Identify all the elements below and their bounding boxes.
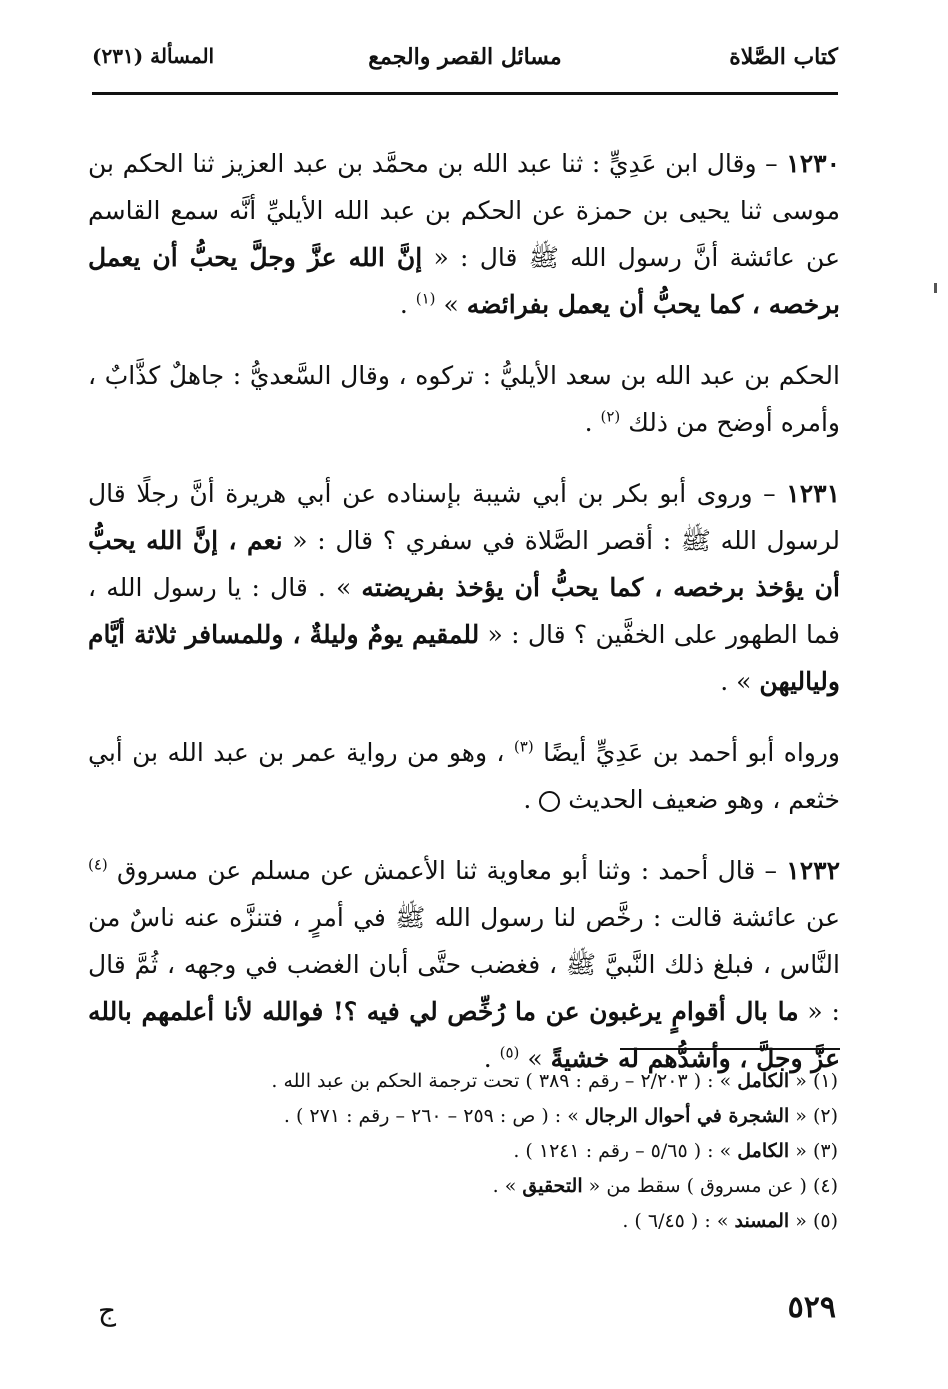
footnote-ref-2[interactable]: (٥) (499, 1043, 520, 1062)
para-end: » . (720, 667, 760, 696)
quote-close: » (435, 290, 467, 319)
footnote-text: « (789, 1140, 813, 1162)
section-title: مسائل القصر والجمع (368, 44, 562, 70)
hadith-1232 (88, 847, 840, 1082)
para-end: . (483, 1044, 500, 1073)
para-end: . (523, 785, 540, 814)
commentary-paragraph-2 (88, 729, 840, 823)
hadith-text-2: عن عائشة قالت : رخَّص لنا رسول الله ﷺ في أمرٍ ، فتنزَّه عنه ناسٌ من النَّاس ، فبلغ ذلك النَّبيَّ ﷺ ، فغضب حتَّى أبان الغضب في وجهه ، ثُمَّ قال : « (88, 903, 840, 1026)
footnote-number: (١) (812, 1070, 838, 1092)
hadith-text-middle: » . قال : يا رسول الله ، فما الطهور على الخفَّين ؟ قال : « (88, 573, 840, 649)
issue-number: المسألة (٢٣١) (92, 44, 215, 68)
hadith-quote: ما بال أقوامٍ يرغبون عن ما رُخِّص لي فيه ؟! فوالله لأنا أعلمهم بالله عزَّ وجلَّ ، وأشدُّهم له خشيةً (88, 997, 840, 1073)
footnote-number: (٥) (812, 1210, 838, 1232)
footnote-ref[interactable]: (٤) (88, 855, 108, 874)
hadith-quote: نعم ، إنَّ الله يحبُّ أن يؤخذ برخصه ، كما يحبُّ أن يؤخذ بفريضته (88, 526, 840, 602)
footnote-3 (100, 1134, 838, 1169)
commentary-text: الحكم بن عبد الله بن سعد الأيليُّ : تركوه ، وقال السَّعديُّ : جاهلٌ كذَّابٌ ، وأمره أوضح من ذلك (88, 361, 840, 437)
footnote-text: ( عن مسروق ) سقط من « (582, 1175, 813, 1197)
footnote-text: « (789, 1105, 813, 1127)
footnote-source: الشجرة في أحوال الرجال (584, 1105, 790, 1127)
footnote-rule (620, 1048, 840, 1050)
running-header (92, 44, 838, 84)
hadith-number: ١٢٣١ (786, 479, 840, 508)
main-text (88, 140, 840, 1106)
hadith-text: – وروى أبو بكر بن أبي شيبة بإسناده عن أبي هريرة أنَّ رجلًا قال لرسول الله ﷺ : أقصر الصَّلاة في سفري ؟ قال : « (88, 479, 840, 555)
hadith-text: – قال أحمد : وثنا أبو معاوية ثنا الأعمش عن مسلم عن مسروق (107, 856, 787, 885)
footnote-5 (100, 1204, 838, 1239)
footnote-text: » : ( ص : ٢٥٩ – ٢٦٠ – رقم : ٢٧١ ) . (283, 1105, 585, 1127)
commentary-text: ورواه أبو أحمد بن عَدِيٍّ أيضًا (533, 738, 840, 767)
footnote-4 (100, 1169, 838, 1204)
footnote-ref[interactable]: (١) (415, 289, 436, 308)
para-end: . (399, 290, 416, 319)
hadith-number: ١٢٣٠ (786, 149, 840, 178)
hadith-1230 (88, 140, 840, 328)
footnote-text: « (789, 1210, 813, 1232)
footnote-number: (٤) (812, 1175, 838, 1197)
footnote-text: » : ( ٦/٤٥ ) . (622, 1210, 735, 1232)
header-rule (92, 92, 838, 95)
book-title: كتاب الصَّلاة (729, 44, 838, 70)
footnote-text: » : ( ٥/٦٥ – رقم : ١٢٤١ ) . (513, 1140, 738, 1162)
footnotes (100, 1064, 838, 1239)
footnote-source: التحقيق (522, 1175, 583, 1197)
footnote-source: الكامل (737, 1140, 790, 1162)
margin-mark (934, 283, 937, 293)
commentary-text-2: ، وهو من رواية عمر بن عبد الله بن أبي خثعم ، وهو ضعيف الحديث (88, 738, 840, 814)
footnote-text: » . (492, 1175, 523, 1197)
hadith-text: – وقال ابن عَدِيٍّ : ثنا عبد الله بن محمَّد بن عبد العزيز ثنا الحكم بن موسى ثنا يحيى بن حمزة عن الحكم بن عبد الله الأيليِّ أنَّه سمع القاسم عن عائشة أنَّ رسول الله ﷺ قال : « (88, 149, 841, 272)
quote-close: » (519, 1044, 551, 1073)
footnote-source: المسند (734, 1210, 790, 1232)
footnote-number: (٢) (812, 1105, 838, 1127)
hadith-number: ١٢٣٢ (786, 856, 840, 885)
hadith-1231 (88, 470, 840, 705)
commentary-paragraph (88, 352, 840, 446)
footnote-text: « (789, 1070, 813, 1092)
page-number: ٥٢٩ (787, 1290, 836, 1325)
circle-marker-icon (539, 791, 560, 812)
footnote-1 (100, 1064, 838, 1099)
para-end: . (584, 408, 601, 437)
footnote-ref[interactable]: (٣) (513, 737, 534, 756)
footnote-number: (٣) (812, 1140, 838, 1162)
footnote-source: الكامل (737, 1070, 790, 1092)
footnote-2 (100, 1099, 838, 1134)
hadith-quote: إنَّ الله عزَّ وجلَّ يحبُّ أن يعمل برخصه ، كما يحبُّ أن يعمل بفرائضه (88, 243, 840, 319)
footnote-text: » : ( ٢/٢٠٣ – رقم : ٣٨٩ ) تحت ترجمة الحكم بن عبد الله . (271, 1070, 738, 1092)
footnote-ref[interactable]: (٢) (600, 407, 621, 426)
signature-mark: ج (98, 1294, 117, 1327)
hadith-quote-2: للمقيم يومٌ وليلةٌ ، وللمسافر ثلاثة أيَّام ولياليهن (88, 620, 840, 696)
